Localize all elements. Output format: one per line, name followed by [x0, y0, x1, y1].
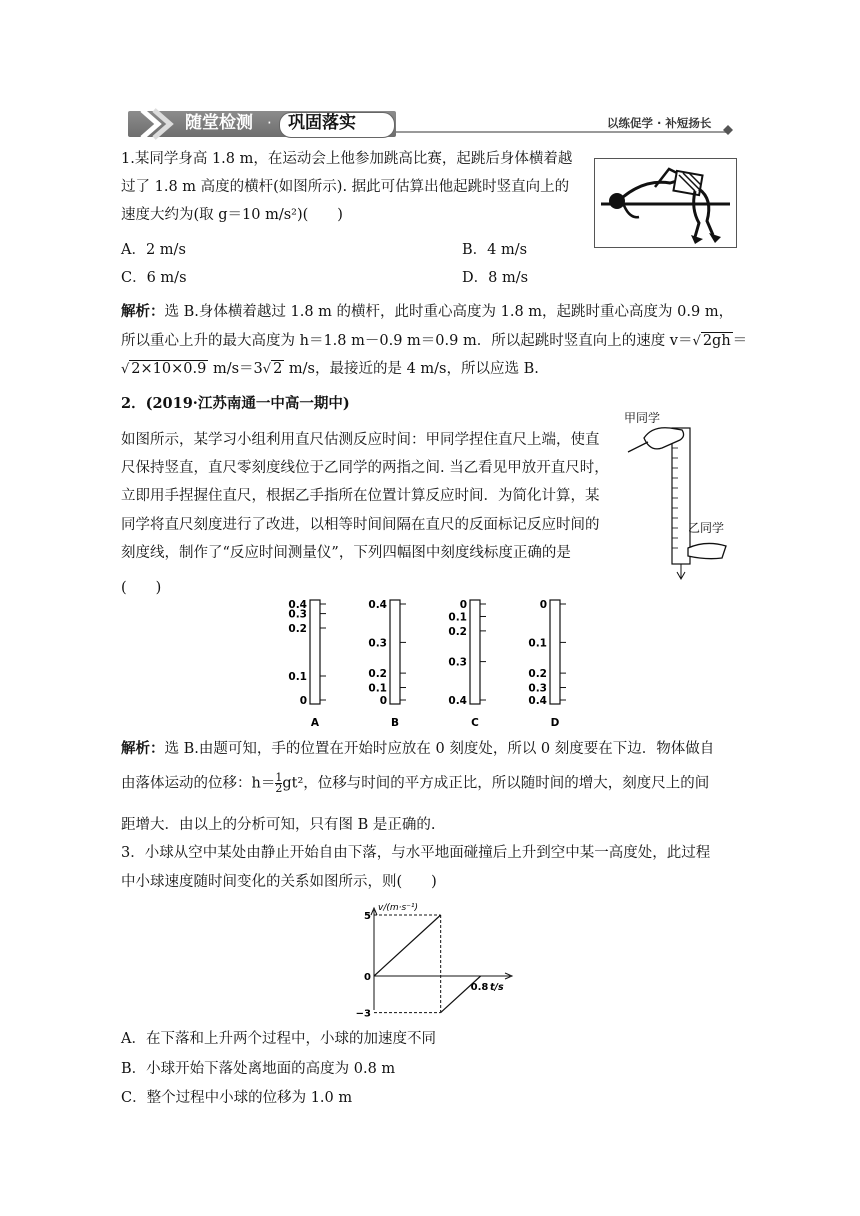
ruler-tick-label: 0: [379, 695, 387, 707]
q3-option-c: C．整个过程中小球的位移为 1.0 m: [121, 1090, 353, 1106]
q1-option-d: D．8 m/s: [462, 270, 529, 286]
q2-line3: 立即用手捏握住直尺，根据乙手指所在位置计算反应时间．为简化计算，某: [121, 488, 600, 504]
q1-solution-label: 解析：: [121, 303, 165, 320]
x-tick-label: 0.8: [470, 982, 489, 993]
ruler-option-d: [528, 599, 566, 729]
chevron-icon: [138, 104, 178, 144]
q2-solution-line3: 距增大．由以上的分析可知，只有图 B 是正确的.: [121, 817, 436, 833]
ruler-tick-label: 0.1: [528, 637, 547, 650]
ruler-tick-label: 0.2: [288, 623, 307, 635]
q1-solution-eq: ＝: [732, 333, 748, 349]
x-axis-label: t/s: [490, 982, 504, 993]
q1-option-a: A．2 m/s: [121, 242, 186, 258]
ruler-tick-label: 0.4: [288, 599, 307, 611]
high-jump-figure: [594, 158, 737, 248]
q1-sqrt-2gh: 2gh: [702, 333, 731, 349]
q2-solution-line1: 选 B.由题可知，手的位置在开始时应放在 0 刻度处，所以 0 刻度要在下边．物体做自: [164, 741, 715, 757]
ruler-tick-label: 0.2: [528, 668, 547, 681]
ruler-bar: [390, 600, 400, 704]
q1-line1: 1.某同学身高 1.8 m，在运动会上他参加跳高比赛，起跳后身体横着越: [121, 151, 573, 167]
high-jumper-illustration: [595, 159, 736, 247]
figure-label-yi: 乙同学: [688, 521, 725, 535]
q2-heading: 2．(2019·江苏南通一中高一期中): [121, 395, 350, 412]
q3-line1: 3．小球从空中某处由静止开始自由下落，与水平地面碰撞后上升到空中某一高度处，此过程: [121, 845, 711, 861]
ruler-bar: [470, 600, 480, 704]
ruler-tick-label: 0.1: [448, 611, 467, 624]
ruler-options-figure: [280, 596, 580, 734]
q2-solution-line2a: 由落体运动的位移：h＝: [121, 775, 276, 792]
ruler-tick-label: 0.1: [368, 682, 387, 695]
q2-line4: 同学将直尺刻度进行了改进，以相等时间间隔在直尺的反面标记反应时间的: [121, 517, 600, 533]
velocity-time-chart: [355, 898, 518, 1022]
q1-line3: 速度大约为(取 g＝10 m/s²)( ): [121, 207, 343, 223]
q1-solution-mid: m/s＝3: [208, 361, 263, 377]
ruler-tick-label: 0.3: [288, 608, 307, 621]
ruler-tick-label: 0: [539, 599, 547, 611]
ruler-tick-label: 0: [459, 599, 467, 611]
y-tick-label: 5: [364, 911, 371, 922]
q2-solution-line2b: gt²，位移与时间的平方成正比，所以随时间的增大，刻度尺上的间: [282, 775, 710, 792]
figure-label-jia: 甲同学: [624, 411, 661, 425]
ruler-tick-label: 0.2: [368, 668, 387, 681]
header-tag: 以练促学 · 补短扬长: [607, 116, 712, 130]
ruler-option-label: D: [550, 717, 560, 729]
q2-line2: 尺保持竖直，直尺零刻度线位于乙同学的两指之间. 当乙看见甲放开直尺时，: [121, 460, 609, 476]
y-tick-label: −3: [355, 1008, 371, 1020]
q1-solution-line2: 所以重心上升的最大高度为 h＝1.8 m－0.9 m＝0.9 m．所以起跳时竖直向上的速度 v＝: [121, 333, 693, 349]
q3-option-b: B．小球开始下落处离地面的高度为 0.8 m: [121, 1061, 396, 1077]
q1-solution-end: m/s，最接近的是 4 m/s，所以应选 B.: [284, 361, 539, 377]
ruler-tick-label: 0.3: [448, 656, 467, 669]
ruler-tick-label: 0.4: [528, 695, 547, 707]
q1-line2: 过了 1.8 m 高度的横杆(如图所示). 据此可估算出他起跳时竖直向上的: [121, 179, 570, 195]
ruler-option-label: C: [471, 717, 479, 729]
ruler-option-a: [288, 599, 326, 729]
q1-option-b: B．4 m/s: [462, 242, 528, 258]
y-tick-label: 0: [364, 972, 371, 983]
q1-option-c: C．6 m/s: [121, 270, 187, 286]
ruler-tick-label: 0.4: [368, 599, 387, 611]
q3-line2: 中小球速度随时间变化的关系如图所示，则( ): [121, 874, 437, 890]
ruler-tick-label: 0.2: [448, 625, 467, 638]
section-dot: ·: [267, 114, 272, 132]
section-title: 随堂检测: [185, 113, 253, 133]
ruler-bar: [310, 600, 320, 704]
ruler-option-label: A: [310, 717, 320, 729]
q2-line1: 如图所示，某学习小组利用直尺估测反应时间：甲同学捏住直尺上端，使直: [121, 432, 600, 448]
ruler-option-c: [448, 599, 486, 729]
ruler-option-b: [368, 599, 406, 729]
q1-solution-line1: 选 B.身体横着越过 1.8 m 的横杆，此时重心高度为 1.8 m，起跳时重心高度为 0.9 m，: [164, 304, 734, 320]
q2-line5: 刻度线，制作了“反应时间测量仪”，下列四幅图中刻度线标度正确的是: [121, 545, 571, 561]
ruler-tick-label: 0.1: [288, 671, 307, 683]
ruler-option-label: B: [390, 717, 400, 729]
ruler-tick-label: 0: [299, 695, 307, 707]
q1-sqrt-2: 2: [273, 361, 283, 377]
fraction-half: $\frac{1}{2}$: [275, 771, 283, 795]
q3-option-a: A．在下落和上升两个过程中，小球的加速度不同: [121, 1031, 436, 1047]
diamond-icon: [722, 124, 734, 136]
series-line-1: [374, 915, 441, 976]
section-highlight: 巩固落实: [288, 113, 356, 133]
y-axis-label: v/(m·s⁻¹): [378, 903, 419, 913]
q2-solution-label: 解析：: [121, 740, 165, 757]
ruler-tick-label: 0.3: [368, 637, 387, 650]
q1-sqrt-expr: 2×10×0.9: [131, 361, 207, 377]
ruler-tick-label: 0.4: [448, 695, 467, 707]
ruler-bar: [550, 600, 560, 704]
q2-line6: ( ): [121, 580, 162, 596]
ruler-drop-figure: [622, 408, 734, 580]
ruler-tick-label: 0.3: [528, 682, 547, 695]
